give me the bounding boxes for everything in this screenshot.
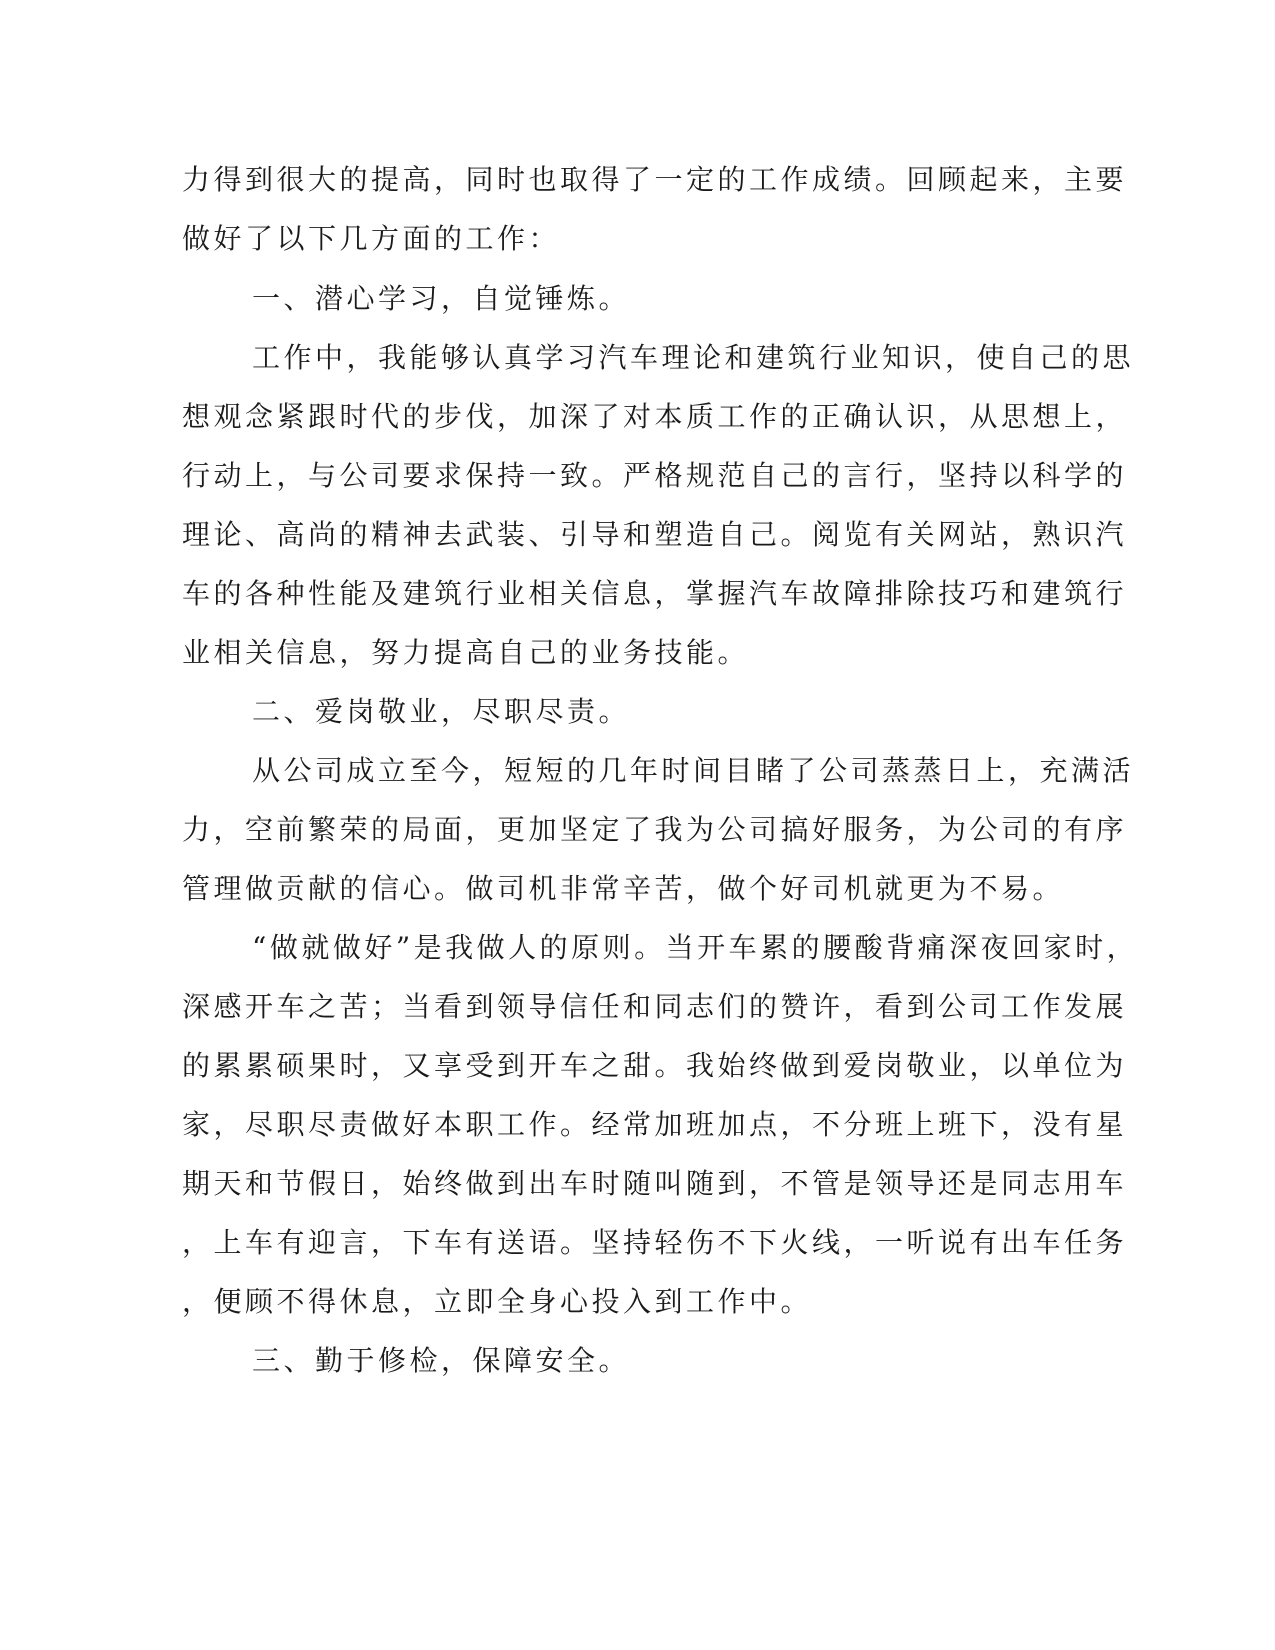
body-text-line: 管理做贡献的信心。做司机非常辛苦，做个好司机就更为不易。 (182, 872, 1065, 905)
section-heading-3: 三、勤于修检，保障安全。 (252, 1344, 631, 1377)
body-text-line: 车的各种性能及建筑行业相关信息，掌握汽车故障排除技巧和建筑行 (182, 577, 1128, 610)
body-text-line: 理论、高尚的精神去武装、引导和塑造自己。阅览有关网站，熟识汽 (182, 518, 1128, 551)
body-text-line: 想观念紧跟时代的步伐，加深了对本质工作的正确认识，从思想上， (182, 400, 1128, 433)
section-heading-1: 一、潜心学习，自觉锤炼。 (252, 282, 631, 315)
body-text-line: 力得到很大的提高，同时也取得了一定的工作成绩。回顾起来，主要 (182, 163, 1128, 196)
paragraph-first-line: 工作中，我能够认真学习汽车理论和建筑行业知识，使自己的思 (252, 341, 1135, 374)
section-heading-2: 二、爱岗敬业，尽职尽责。 (252, 695, 631, 728)
body-text-line: 家，尽职尽责做好本职工作。经常加班加点，不分班上班下，没有星 (182, 1108, 1128, 1141)
body-text-line: ，便顾不得休息，立即全身心投入到工作中。 (182, 1285, 813, 1318)
paragraph-first-line: 从公司成立至今，短短的几年时间目睹了公司蒸蒸日上，充满活 (252, 754, 1135, 787)
body-text-line: 深感开车之苦；当看到领导信任和同志们的赞许，看到公司工作发展 (182, 990, 1128, 1023)
body-text-line: 力，空前繁荣的局面，更加坚定了我为公司搞好服务，为公司的有序 (182, 813, 1128, 846)
body-text-line: 的累累硕果时，又享受到开车之甜。我始终做到爱岗敬业，以单位为 (182, 1049, 1128, 1082)
body-text-line: 业相关信息，努力提高自己的业务技能。 (182, 636, 750, 669)
body-text-line: ，上车有迎言，下车有送语。坚持轻伤不下火线，一听说有出车任务 (182, 1226, 1128, 1259)
body-text-line: 行动上，与公司要求保持一致。严格规范自己的言行，坚持以科学的 (182, 459, 1128, 492)
paragraph-first-line: “做就做好”是我做人的原则。当开车累的腰酸背痛深夜回家时， (252, 931, 1139, 964)
body-text-line: 做好了以下几方面的工作： (182, 222, 561, 255)
body-text-line: 期天和节假日，始终做到出车时随叫随到，不管是领导还是同志用车 (182, 1167, 1128, 1200)
